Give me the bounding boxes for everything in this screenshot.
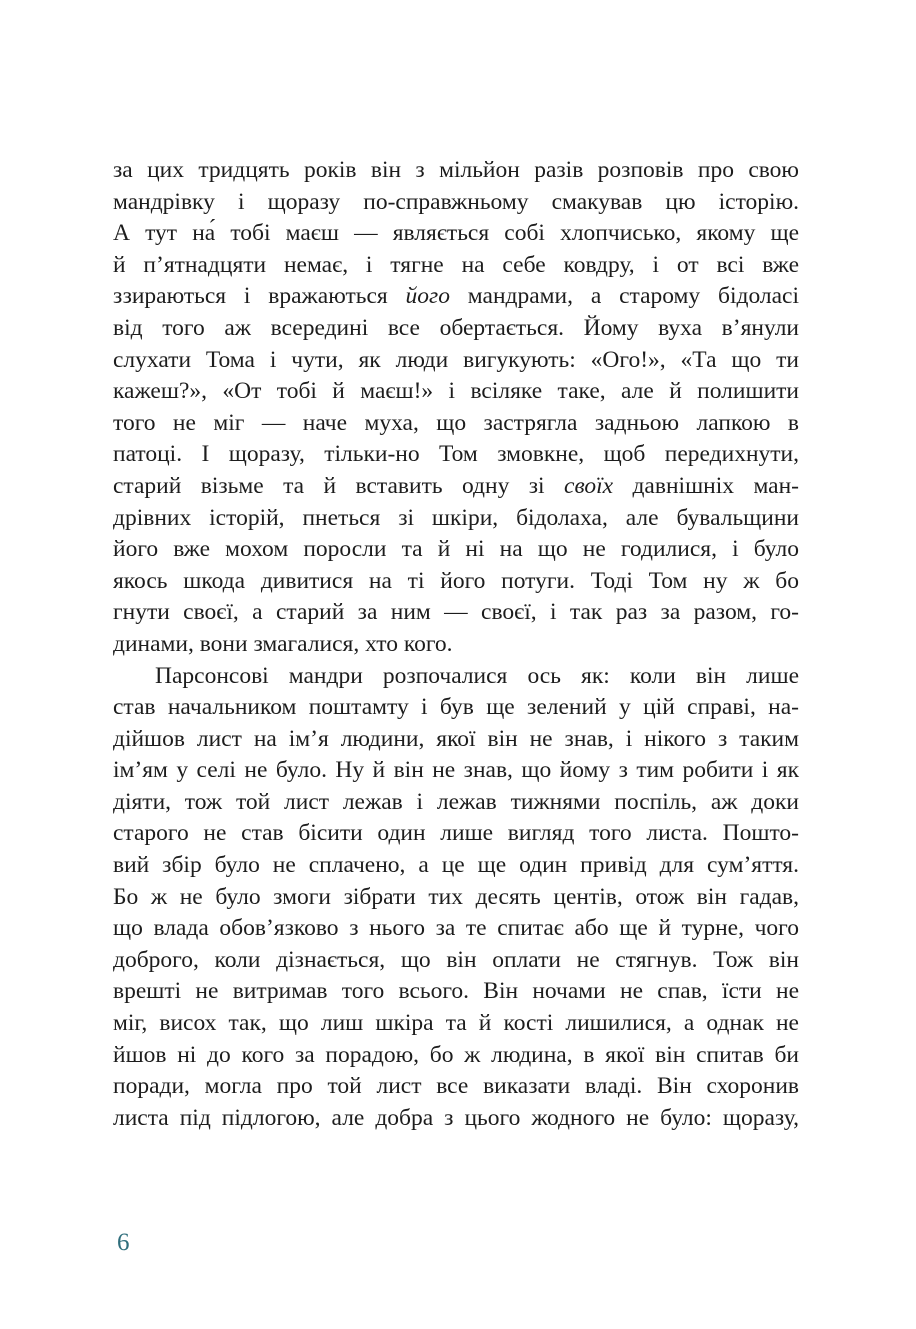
text-line — [113, 597, 799, 629]
text-segment: доброго, коли дізнається, що він оплати не стягнув. Тож він — [113, 946, 799, 973]
text-line — [113, 1103, 799, 1135]
text-segment: від того аж всередині все обертається. Йому вуха в’янули — [113, 314, 799, 341]
text-line — [113, 976, 799, 1008]
text-line — [113, 661, 799, 693]
text-line — [113, 1040, 799, 1072]
text-segment: діяти, тож той лист лежав і лежав тижнями поспіль, аж доки — [113, 788, 799, 815]
text-segment: ім’ям у селі не було. Ну й він не знав, що йому з тим робити і як — [113, 757, 799, 784]
italic-text-segment: його — [405, 283, 450, 310]
text-line — [113, 692, 799, 724]
text-line — [113, 818, 799, 850]
text-line — [113, 313, 799, 345]
text-segment: йшов ні до кого за порадою, бо ж людина, в якої він спитав би — [113, 1041, 799, 1068]
text-segment: вий збір було не сплачено, а це ще один привід для сум’яття. — [113, 852, 799, 879]
text-line — [113, 439, 799, 471]
text-line — [113, 187, 799, 219]
text-line — [113, 850, 799, 882]
text-line — [113, 250, 799, 282]
text-line — [113, 629, 799, 661]
text-segment: гнути своєї, а старий за ним — своєї, і так раз за разом, го- — [113, 599, 799, 626]
text-line — [113, 281, 799, 313]
text-line — [113, 913, 799, 945]
text-segment: мандрівку і щоразу по-справжньому смакував цю історію. — [113, 188, 799, 215]
text-line — [113, 755, 799, 787]
text-line — [113, 503, 799, 535]
text-line — [113, 218, 799, 250]
text-segment: патоці. І щоразу, тільки-но Том змовкне, щоб передихнути, — [113, 441, 799, 468]
text-line — [113, 566, 799, 598]
text-segment: став начальником поштамту і був ще зелений у цій справі, на- — [113, 694, 799, 721]
text-segment: давнішніх ман- — [613, 472, 799, 499]
text-line — [113, 882, 799, 914]
text-segment: його вже мохом поросли та й ні на що не годилися, і було — [113, 536, 799, 563]
text-segment: поради, могла про той лист все виказати владі. Він схоронив — [113, 1073, 799, 1100]
text-segment: й п’ятнадцяти немає, і тягне на себе ковдру, і от всі вже — [113, 251, 799, 278]
text-line — [113, 376, 799, 408]
text-line — [113, 1008, 799, 1040]
text-segment: мандрами, а старому бідоласі — [449, 283, 800, 310]
text-line — [113, 155, 799, 187]
body-text — [113, 155, 799, 1134]
text-segment: дрівних історій, пнеться зі шкіри, бідолаха, але бувальщини — [113, 504, 799, 531]
text-line — [113, 1071, 799, 1103]
text-segment: міг, висох так, що лиш шкіра та й кості лишилися, а однак не — [113, 1010, 799, 1037]
text-segment: врешті не витримав того всього. Він ночами не спав, їсти не — [113, 978, 799, 1005]
page-number: 6 — [117, 1229, 130, 1256]
text-segment: старий візьме та й вставить одну зі — [113, 472, 565, 499]
text-line — [113, 408, 799, 440]
text-segment: ззираються і вражаються — [113, 283, 406, 310]
text-segment: Парсонсові мандри розпочалися ось як: коли він лише — [155, 662, 799, 689]
italic-text-segment: своїх — [564, 472, 614, 499]
text-line — [113, 787, 799, 819]
text-line — [113, 534, 799, 566]
text-segment: динами, вони змагалися, хто кого. — [113, 630, 453, 657]
text-segment: що влада обов’язково з нього за те спитає або ще й турне, чого — [113, 915, 799, 942]
text-line — [113, 345, 799, 377]
text-segment: старого не став бісити один лише вигляд того листа. Пошто- — [113, 820, 799, 847]
text-segment: того не міг — наче муха, що застрягла задньою лапкою в — [113, 409, 799, 436]
text-segment: листа під підлогою, але добра з цього жодного не було: щоразу, — [113, 1104, 799, 1131]
text-segment: за цих тридцять років він з мільйон разів розповів про свою — [113, 157, 799, 183]
text-line — [113, 471, 799, 503]
text-segment: кажеш?», «От тобі й маєш!» і всіляке таке, але й полишити — [113, 378, 799, 405]
text-segment: А тут на́ тобі маєш — являється собі хлопчисько, якому ще — [113, 220, 799, 247]
text-segment: Бо ж не було змоги зібрати тих десять центів, отож він гадав, — [113, 883, 799, 910]
text-line — [113, 945, 799, 977]
text-segment: якось шкода дивитися на ті його потуги. Тоді Том ну ж бо — [113, 567, 799, 594]
text-segment: дійшов лист на ім’я людини, якої він не знав, і нікого з таким — [113, 725, 799, 752]
text-segment: слухати Тома і чути, як люди вигукують: «Ого!», «Та що ти — [113, 346, 799, 373]
text-line — [113, 724, 799, 756]
